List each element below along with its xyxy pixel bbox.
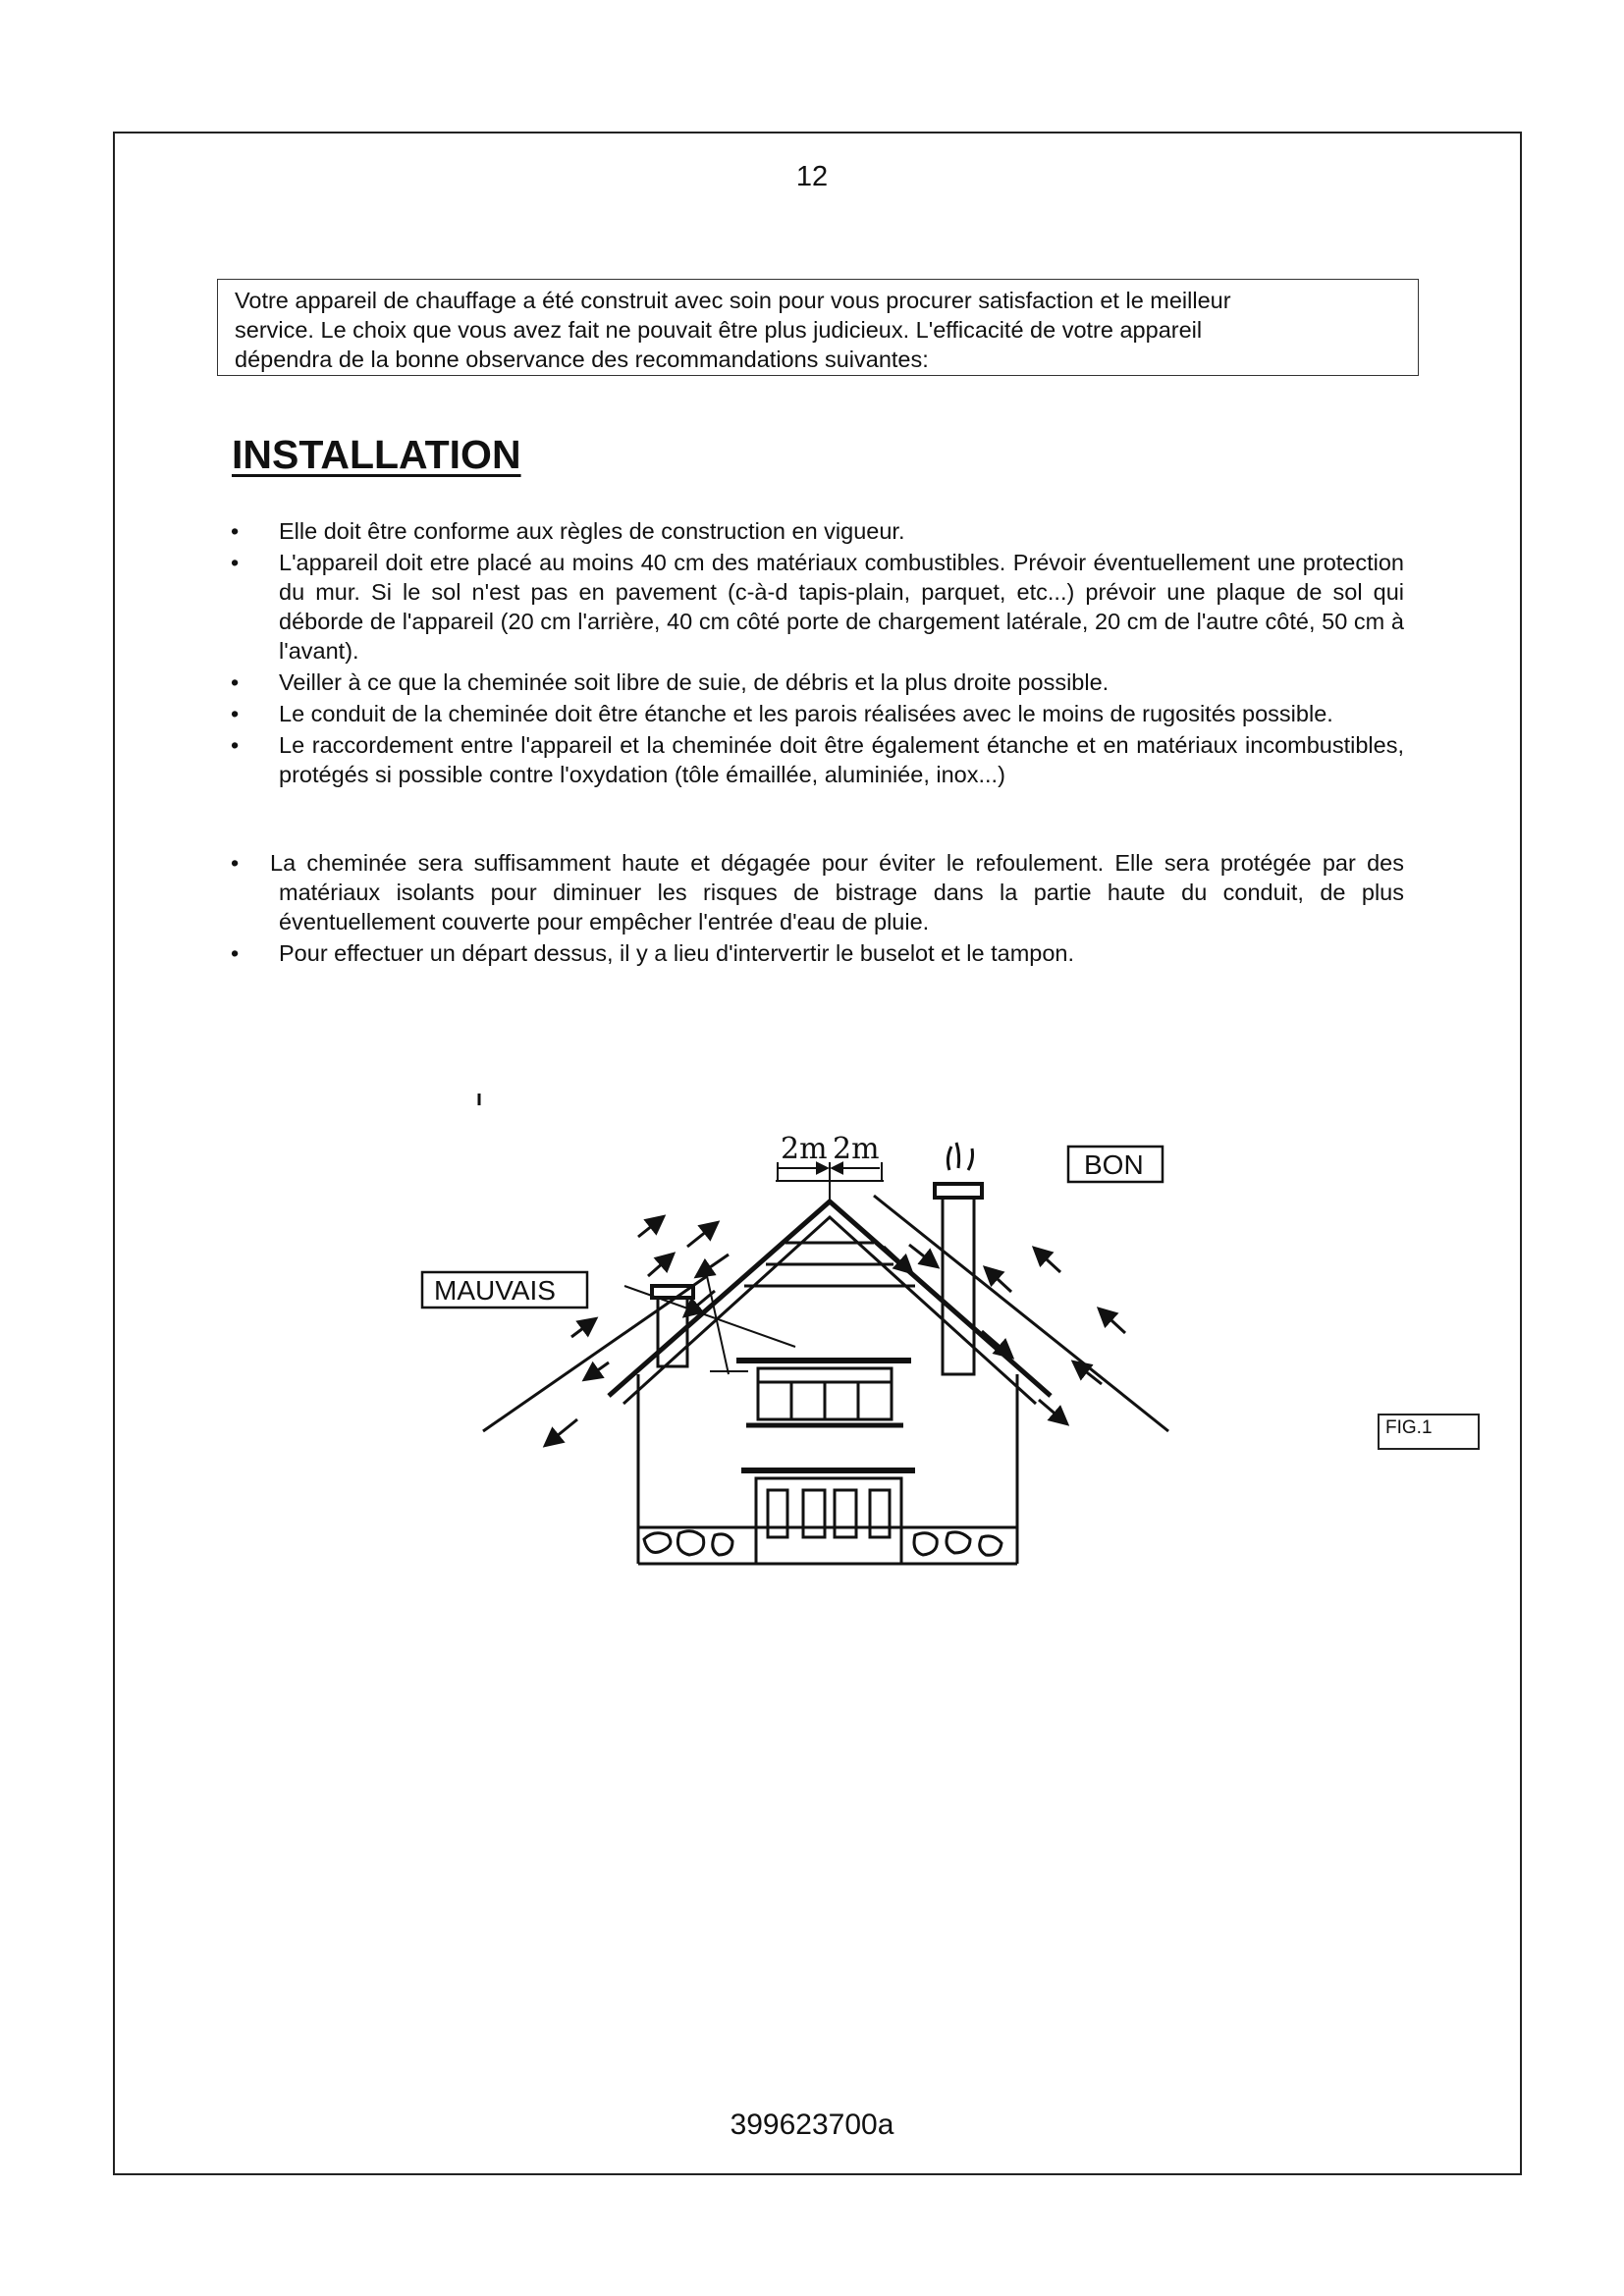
bullet-icon: • <box>231 550 240 575</box>
document-code: 399623700a <box>730 2109 894 2141</box>
house-illustration <box>434 1080 1188 1590</box>
mauvais-label: MAUVAIS <box>434 1275 556 1306</box>
dimension-label-right: 2m <box>833 1132 880 1166</box>
intro-line: Votre appareil de chauffage a été construit avec soin pour vous procurer satisfaction et le meilleur <box>235 288 1231 313</box>
chimney-diagram <box>434 1080 1188 1590</box>
list-item: • Pour effectuer un départ dessus, il y a lieu d'intervertir le buselot et le tampon. <box>231 940 1075 966</box>
intro-box <box>217 279 1419 376</box>
list-item: • Veiller à ce que la cheminée soit libre de suie, de débris et la plus droite possible. <box>231 669 1110 695</box>
bon-label: BON <box>1084 1149 1144 1180</box>
bullet-icon: • <box>231 669 240 695</box>
wind-arrows-right <box>884 1245 1125 1423</box>
list-item: • Le raccordement entre l'appareil et la cheminée doit être également étanche et en matériaux incombustibles, protégés si possible contre l'oxydation (tôle émaillée, aluminiée, inox...) <box>231 732 1404 787</box>
page-number: 12 <box>795 161 829 192</box>
installation-list <box>231 516 1404 970</box>
list-item: • Le conduit de la cheminée doit être étanche et les parois réalisées avec le moins de rugosités possible. <box>231 701 1333 726</box>
dimension-label-left: 2m <box>781 1132 828 1166</box>
bullet-icon: • <box>231 940 240 966</box>
bullet-icon: • <box>231 701 240 726</box>
list-item: • L'appareil doit etre placé au moins 40 cm des matériaux combustibles. Prévoir éventuellement une protection du mur. Si le sol n'est pas en pavement (c-à-d tapis-plain, parquet, etc...) prévoir une plaque de sol qui déborde de l'appareil (20 cm l'arrière, 40 cm côté porte de chargement latérale, 20 cm de l'autre côté, 50 cm à l'avant). <box>231 550 1404 664</box>
intro-line: dépendra de la bonne observance des recommandations suivantes: <box>235 347 929 372</box>
chimney-good <box>943 1198 974 1374</box>
bullet-icon: • <box>231 850 240 876</box>
figure-caption: FIG.1 <box>1378 1414 1480 1450</box>
section-heading: INSTALLATION <box>232 432 521 477</box>
list-item: • La cheminée sera suffisamment haute et dégagée pour éviter le refoulement. Elle sera protégée par des matériaux isolants pour diminuer les risques de bistrage dans la partie haute du conduit, de plus éventuellement couverte pour empêcher l'entrée d'eau de pluie. <box>231 850 1404 934</box>
bullet-icon: • <box>231 518 240 544</box>
intro-line: service. Le choix que vous avez fait ne pouvait être plus judicieux. L'efficacité de votre appareil <box>235 317 1203 343</box>
list-item: • Elle doit être conforme aux règles de construction en vigueur. <box>231 518 905 544</box>
wind-zone-line-right <box>874 1196 1168 1431</box>
bullet-icon: • <box>231 732 240 758</box>
